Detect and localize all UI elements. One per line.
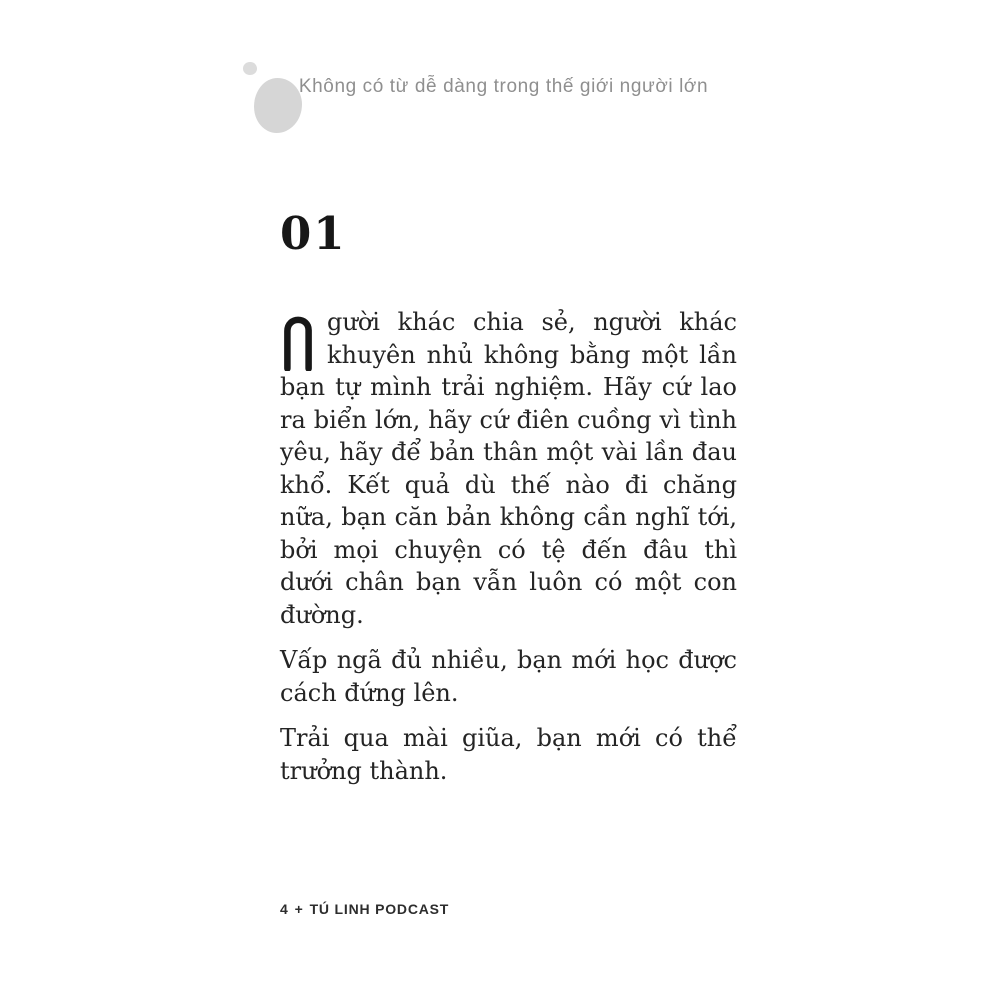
blob-decoration-small [243,62,257,75]
paragraph-1 [280,306,737,631]
paragraph-2: Vấp ngã đủ nhiều, bạn mới học được cách đứng lên. [280,646,737,707]
running-header-title: Không có từ dễ dàng trong thế giới người lớn [298,76,709,97]
chapter-content [280,207,737,787]
footer-separator-icon: + [294,901,304,917]
paragraph-3: Trải qua mài giũa, bạn mới có thể trưởng thành. [280,724,737,785]
page-number: 4 [280,901,289,917]
book-title: TÚ LINH PODCAST [309,901,450,917]
page-footer [280,901,449,917]
dropcap-letter-n [280,309,316,371]
chapter-number: 01 [280,207,347,260]
paragraph-1-text: gười khác chia sẻ, người khác khuyên nhủ không bằng một lần bạn tự mình trải nghiệm. Hãy cứ lao ra biển lớn, hãy cứ điên cuồng vì tình yêu, hãy để bản thân một vài lần đau khổ. Kết quả dù thế nào đi chăng nữa, bạn căn bản không cần nghĩ tới, bởi mọi chuyện có tệ đến đâu thì dưới chân bạn vẫn luôn có một con đường. [280,308,737,629]
